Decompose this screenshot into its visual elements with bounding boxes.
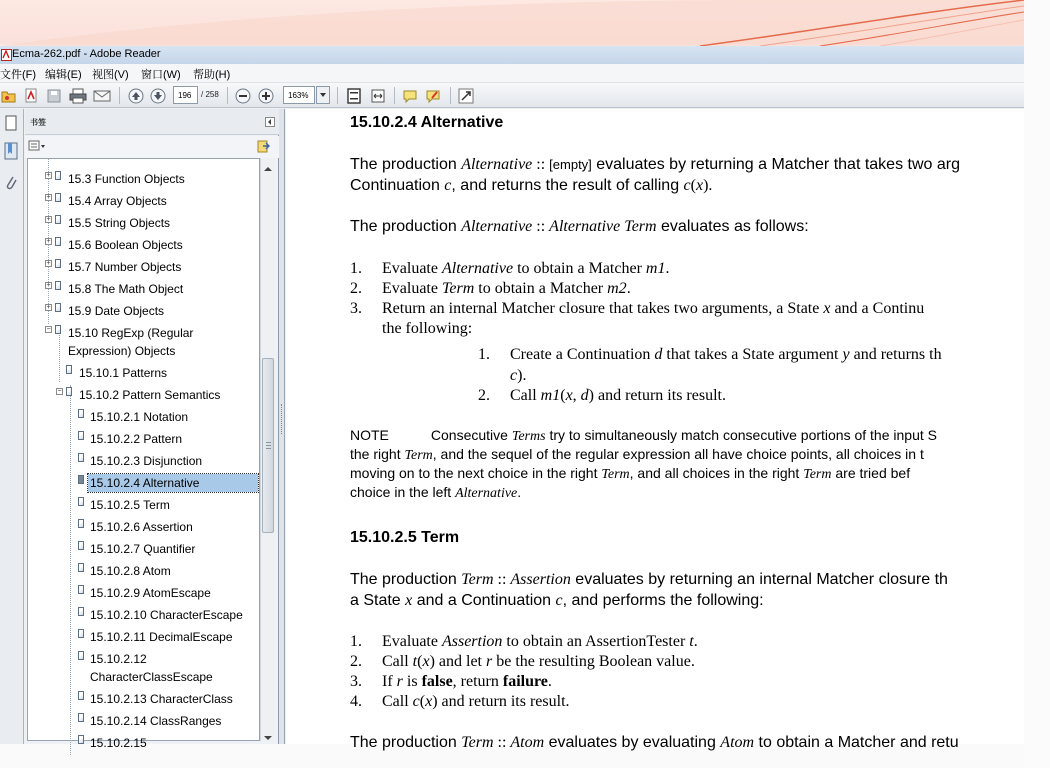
bookmark-options-button[interactable] — [28, 140, 46, 155]
pages-panel-button[interactable] — [3, 114, 19, 135]
bookmark-ribbon-icon — [3, 142, 19, 162]
bookmark-page-icon — [78, 651, 84, 660]
expand-button[interactable] — [456, 86, 476, 105]
list-item-text: If r is false, return failure. — [382, 673, 552, 690]
menu-view[interactable]: 视图(V) — [92, 69, 129, 81]
note-line: the right Term, and the sequel of the regular expression all have choice points, all choices in t — [350, 446, 924, 463]
save-disk-icon — [46, 88, 62, 104]
fit-page-icon — [346, 88, 362, 104]
bookmark-label: 15.10.2.10 CharacterEscape — [90, 608, 243, 622]
bookmark-page-icon — [55, 237, 61, 246]
bookmark-page-icon — [78, 497, 84, 506]
bookmark-item[interactable] — [28, 170, 261, 192]
note-line: moving on to the next choice in the right Term, and all choices in the right Term are tried bef — [350, 465, 911, 482]
bookmark-page-icon — [78, 607, 84, 616]
bookmark-page-icon — [78, 541, 84, 550]
highlight-button[interactable] — [423, 86, 443, 105]
bookmarks-scrollbar[interactable] — [260, 158, 275, 741]
bookmarks-panel-title: 书签 — [30, 118, 46, 127]
bookmark-label: Expression) Objects — [68, 344, 176, 358]
list-item: 2. — [350, 653, 362, 670]
note-line: NOTE Consecutive Terms try to simultaneously match consecutive portions of the input S — [350, 427, 937, 444]
page-total-label: / 258 — [201, 90, 219, 99]
bookmark-page-icon — [78, 475, 84, 484]
bookmark-item[interactable] — [28, 650, 261, 690]
bookmark-page-icon — [55, 259, 61, 268]
bookmark-item[interactable] — [28, 302, 261, 324]
highlighter-icon — [425, 88, 441, 104]
desktop-swoosh-decoration — [0, 0, 1024, 46]
expand-plus-icon[interactable]: + — [46, 216, 51, 223]
expand-bookmark-button[interactable] — [257, 139, 271, 156]
note-line: choice in the left Alternative. — [350, 484, 522, 501]
find-bookmark-icon — [257, 139, 271, 153]
toolbar-separator — [394, 87, 395, 104]
bookmark-label: 15.10.2.2 Pattern — [90, 432, 183, 446]
next-page-button[interactable] — [149, 86, 167, 105]
fit-page-button[interactable] — [344, 86, 364, 105]
list-item: 1. — [350, 260, 362, 277]
bookmark-label: 15.10.2.12 — [90, 652, 147, 666]
page-thumbnails-icon — [3, 114, 19, 132]
list-item-text: Return an internal Matcher closure that takes two arguments, a State x and a Continu — [382, 300, 925, 317]
bookmark-page-icon — [66, 365, 72, 374]
menu-window[interactable]: 窗口(W) — [141, 69, 181, 81]
zoom-in-plus-icon — [258, 88, 274, 104]
paragraph-line: The production Term :: Assertion evaluates by returning an internal Matcher closure th — [350, 571, 948, 588]
page-number-input[interactable] — [173, 86, 198, 104]
collapse-minus-icon[interactable]: − — [46, 326, 51, 333]
bookmark-label: 15.4 Array Objects — [68, 194, 167, 208]
menu-edit[interactable]: 编辑(E) — [45, 69, 82, 81]
bookmark-item[interactable] — [28, 540, 261, 562]
speech-bubble-icon — [402, 88, 418, 104]
envelope-icon — [93, 89, 111, 103]
window-title: Ecma-262.pdf - Adobe Reader — [12, 48, 161, 60]
expand-plus-icon[interactable]: + — [46, 194, 51, 201]
adobe-reader-window — [0, 46, 1024, 751]
bookmark-item[interactable] — [28, 236, 261, 258]
zoom-in-button[interactable] — [256, 86, 276, 105]
zoom-out-button[interactable] — [233, 86, 253, 105]
zoom-level-input[interactable] — [283, 86, 315, 104]
title-bar — [0, 46, 1024, 64]
bookmark-item[interactable] — [28, 214, 261, 236]
paragraph-line: The production Alternative :: Alternative Term evaluates as follows: — [350, 218, 809, 235]
bookmark-label: 15.10.2.15 — [90, 736, 147, 750]
expand-arrow-icon — [458, 88, 474, 104]
bookmark-label: 15.3 Function Objects — [68, 172, 185, 186]
section-heading: 15.10.2.5 Term — [350, 529, 460, 546]
bookmark-label: 15.10.1 Patterns — [79, 366, 168, 380]
menu-file[interactable]: 文件(F) — [0, 69, 37, 81]
create-pdf-button[interactable] — [22, 86, 40, 105]
bookmark-label: 15.9 Date Objects — [68, 304, 165, 318]
bookmark-page-icon — [78, 629, 84, 638]
list-item-text: Evaluate Term to obtain a Matcher m2. — [382, 280, 631, 297]
bookmark-page-icon — [55, 215, 61, 224]
panel-splitter[interactable] — [279, 109, 285, 744]
bookmarks-panel-header — [25, 109, 279, 135]
zoom-out-minus-icon — [235, 88, 251, 104]
bookmarks-options-bar — [25, 136, 279, 158]
list-item-text: Evaluate Assertion to obtain an AssertionTester t. — [382, 633, 698, 650]
bookmark-item[interactable] — [28, 562, 261, 584]
bookmark-page-icon — [78, 691, 84, 700]
bookmark-label: 15.6 Boolean Objects — [68, 238, 183, 252]
bookmark-item-selected[interactable] — [28, 474, 261, 496]
bookmark-item[interactable] — [28, 496, 261, 518]
bookmark-page-icon — [78, 563, 84, 572]
bookmark-item[interactable] — [28, 606, 261, 628]
sub-list-item-text: c). — [510, 367, 527, 384]
bookmark-item[interactable] — [28, 452, 261, 474]
bookmark-page-icon — [55, 325, 61, 334]
bookmark-label: 15.8 The Math Object — [68, 282, 184, 296]
toolbar-separator — [119, 87, 120, 104]
bookmark-label: 15.10.2.1 Notation — [90, 410, 189, 424]
bookmark-item[interactable] — [28, 280, 261, 302]
bookmark-label: 15.10.2.14 ClassRanges — [90, 714, 222, 728]
bookmark-item[interactable] — [28, 192, 261, 214]
chevron-left-icon — [266, 118, 274, 126]
chevron-down-icon — [319, 92, 327, 98]
fit-width-icon — [370, 88, 386, 104]
bookmark-label: 15.10.2.6 Assertion — [90, 520, 193, 534]
bookmarks-panel-button[interactable] — [3, 142, 19, 165]
bookmark-label: 15.10.2.9 AtomEscape — [90, 586, 211, 600]
bookmark-item[interactable] — [28, 628, 261, 650]
bookmark-item[interactable] — [28, 584, 261, 606]
bookmark-label: 15.10 RegExp (Regular — [68, 326, 194, 340]
list-item: 3. — [350, 673, 362, 690]
bookmark-label: 15.7 Number Objects — [68, 260, 182, 274]
sub-list-item-text: Call m1(x, d) and return its result. — [510, 387, 726, 404]
bookmark-page-icon — [78, 409, 84, 418]
toolbar-separator — [337, 87, 338, 104]
bookmark-item[interactable] — [28, 712, 261, 734]
bookmark-item[interactable] — [28, 518, 261, 540]
previous-page-button[interactable] — [127, 86, 145, 105]
collapse-minus-icon[interactable]: − — [57, 388, 62, 395]
bookmark-label: 15.10.2.11 DecimalEscape — [90, 630, 233, 644]
bookmark-item[interactable] — [28, 324, 261, 364]
bookmark-page-icon — [66, 387, 72, 396]
bookmark-page-icon — [78, 735, 84, 744]
bookmark-label: 15.10.2.3 Disjunction — [90, 454, 203, 468]
bookmark-label: 15.10.2.5 Term — [90, 498, 170, 512]
adobe-reader-icon — [1, 49, 12, 61]
section-heading: 15.10.2.4 Alternative — [350, 114, 504, 131]
arrow-down-circle-icon — [150, 88, 166, 104]
bookmark-page-icon — [78, 431, 84, 440]
menu-help[interactable]: 帮助(H) — [193, 69, 231, 81]
bookmark-page-icon — [78, 519, 84, 528]
fit-width-button[interactable] — [368, 86, 388, 105]
printer-icon — [69, 88, 87, 104]
paragraph-line: The production Term :: Atom evaluates by evaluating Atom to obtain a Matcher and retu — [350, 734, 959, 751]
toolbar-separator — [450, 87, 451, 104]
list-item: 2. — [350, 280, 362, 297]
arrow-up-circle-icon — [128, 88, 144, 104]
bookmark-label: 15.10.2.4 Alternative — [88, 474, 258, 492]
list-item: 4. — [350, 693, 362, 710]
open-folder-icon — [1, 88, 17, 104]
toolbar-separator — [227, 87, 228, 104]
paperclip-icon — [3, 173, 19, 193]
sub-list-item: 1. — [478, 346, 490, 363]
print-button[interactable] — [67, 86, 89, 105]
bookmark-page-icon — [55, 171, 61, 180]
chevron-up-icon — [263, 166, 273, 172]
sub-list-item-text: Create a Continuation d that takes a State argument y and returns th — [510, 346, 942, 363]
bookmark-item[interactable] — [28, 364, 261, 386]
paragraph-line: a State x and a Continuation c, and performs the following: — [350, 592, 764, 609]
expand-plus-icon[interactable]: + — [46, 172, 51, 179]
bookmark-label: 15.10.2 Pattern Semantics — [79, 388, 221, 402]
expand-plus-icon[interactable]: + — [46, 304, 51, 311]
bookmark-page-icon — [55, 281, 61, 290]
save-button[interactable] — [45, 86, 63, 105]
bookmark-page-icon — [55, 303, 61, 312]
zoom-dropdown-button[interactable] — [316, 86, 330, 104]
expand-plus-icon[interactable]: + — [46, 260, 51, 267]
bookmark-page-icon — [78, 453, 84, 462]
expand-plus-icon[interactable]: + — [46, 238, 51, 245]
bookmark-label: 15.10.2.8 Atom — [90, 564, 171, 578]
bookmark-page-icon — [78, 585, 84, 594]
paragraph-line: The production Alternative :: [empty] evaluates by returning a Matcher that takes two arg — [350, 156, 960, 173]
open-button[interactable] — [0, 86, 18, 105]
list-item: 1. — [350, 633, 362, 650]
toolbar — [0, 83, 1024, 108]
options-menu-icon — [28, 140, 46, 152]
create-pdf-icon — [23, 88, 39, 104]
bookmark-label: CharacterClassEscape — [90, 670, 213, 684]
list-item-text: Call t(x) and let r be the resulting Boolean value. — [382, 653, 695, 670]
document-view — [286, 109, 1024, 751]
attachments-panel-button[interactable] — [3, 173, 19, 196]
email-button[interactable] — [92, 86, 112, 105]
list-item-text: the following: — [382, 320, 473, 337]
list-item-text: Evaluate Alternative to obtain a Matcher m1. — [382, 260, 670, 277]
bookmark-item[interactable] — [28, 258, 261, 280]
menu-bar — [0, 64, 1024, 83]
list-item-text: Call c(x) and return its result. — [382, 693, 570, 710]
bookmark-item[interactable] — [28, 408, 261, 430]
navigation-pane-strip — [0, 109, 24, 744]
list-item: 3. — [350, 300, 362, 317]
bookmark-item[interactable] — [28, 386, 261, 408]
bookmark-label: 15.10.2.7 Quantifier — [90, 542, 196, 556]
bookmark-item[interactable] — [28, 430, 261, 452]
bookmarks-tree — [27, 158, 260, 750]
bookmark-label: 15.10.2.13 CharacterClass — [90, 692, 233, 706]
comment-button[interactable] — [400, 86, 420, 105]
scroll-down-arrow[interactable] — [263, 730, 273, 744]
scrollbar-thumb[interactable] — [262, 358, 274, 533]
paragraph-line: Continuation c, and returns the result of calling c(x). — [350, 177, 713, 194]
expand-plus-icon[interactable]: + — [46, 282, 51, 289]
bookmark-item[interactable] — [28, 690, 261, 712]
bookmark-item[interactable] — [28, 734, 261, 756]
chevron-down-icon — [263, 735, 273, 741]
bookmark-page-icon — [55, 193, 61, 202]
collapse-panel-button[interactable] — [265, 117, 275, 127]
bookmark-label: 15.5 String Objects — [68, 216, 171, 230]
bookmarks-panel — [25, 109, 279, 750]
sub-list-item: 2. — [478, 387, 490, 404]
scroll-up-arrow[interactable] — [263, 161, 273, 175]
bookmark-page-icon — [78, 713, 84, 722]
